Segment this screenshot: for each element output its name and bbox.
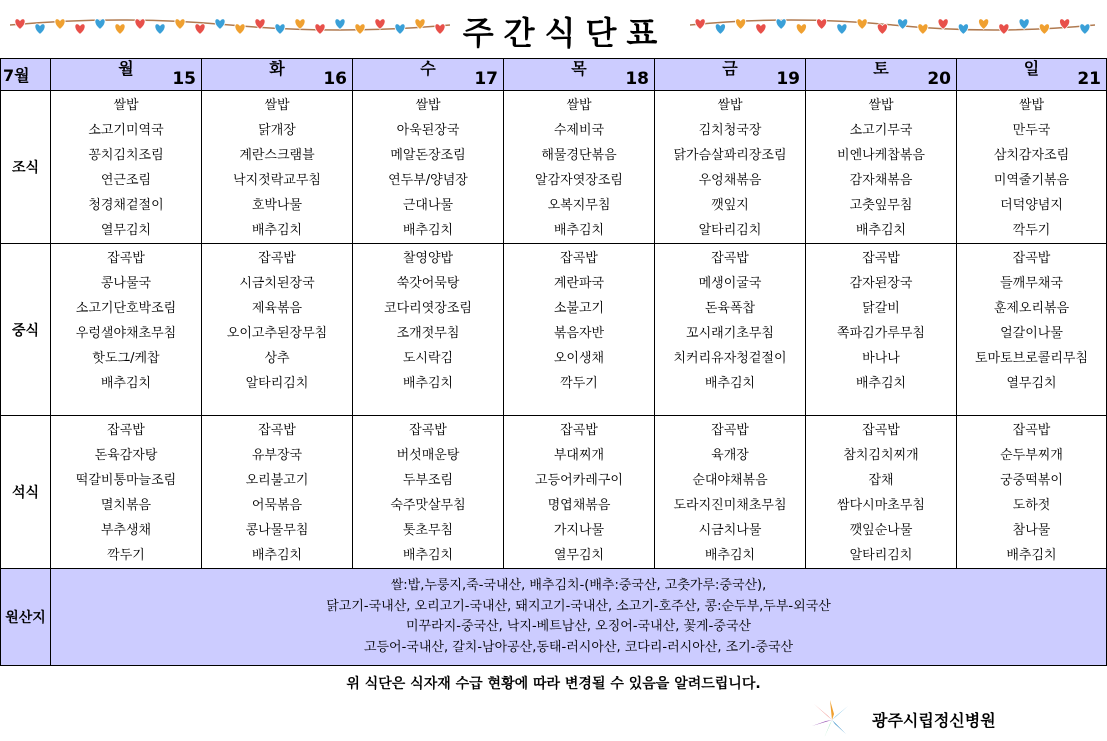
menu-cell bbox=[202, 416, 353, 569]
day-date: 20 bbox=[927, 69, 951, 89]
heart-icon bbox=[715, 24, 725, 35]
heart-icon bbox=[135, 19, 145, 30]
menu-list bbox=[806, 244, 956, 396]
heart-icon bbox=[958, 24, 968, 35]
menu-item: 쌀밥 bbox=[868, 98, 894, 113]
menu-item: 찰영양밥 bbox=[402, 251, 454, 266]
menu-item: 오이생채 bbox=[553, 351, 605, 366]
day-name: 토 bbox=[873, 59, 889, 78]
heart-icon bbox=[978, 19, 988, 30]
menu-cell bbox=[51, 91, 202, 244]
menu-item: 근대나물 bbox=[402, 198, 454, 213]
day-header bbox=[806, 59, 957, 91]
menu-item: 육개장 bbox=[711, 448, 749, 463]
heart-icon bbox=[897, 19, 907, 30]
menu-item: 계란스크램블 bbox=[239, 148, 315, 163]
menu-item: 코다리엿장조림 bbox=[384, 301, 472, 316]
menu-item: 깻잎순나물 bbox=[849, 523, 913, 538]
menu-item: 잡곡밥 bbox=[862, 251, 900, 266]
day-date: 17 bbox=[474, 69, 498, 89]
menu-item: 수제비국 bbox=[553, 123, 605, 138]
pinwheel-logo-icon bbox=[810, 700, 850, 738]
menu-cell bbox=[353, 244, 504, 416]
menu-list bbox=[202, 416, 352, 568]
menu-cell bbox=[957, 244, 1107, 416]
menu-item: 알타리김치 bbox=[849, 548, 913, 563]
day-name: 화 bbox=[269, 59, 285, 78]
heart-icon bbox=[938, 19, 948, 30]
menu-cell bbox=[353, 416, 504, 569]
menu-item: 궁중떡볶이 bbox=[1000, 473, 1063, 488]
day-name: 일 bbox=[1023, 59, 1040, 78]
menu-item: 얼갈이나물 bbox=[1000, 326, 1063, 341]
menu-item: 잡곡밥 bbox=[560, 423, 598, 438]
heart-garland-left bbox=[10, 10, 450, 40]
menu-item: 버섯매운탕 bbox=[396, 448, 460, 463]
meal-label: 조식 bbox=[1, 91, 51, 244]
menu-list bbox=[655, 416, 805, 568]
day-name: 월 bbox=[118, 59, 134, 78]
month-cell: 7월 bbox=[1, 59, 51, 91]
meal-row-breakfast bbox=[1, 91, 1107, 244]
menu-item: 바나나 bbox=[862, 351, 900, 366]
menu-item: 잡곡밥 bbox=[1012, 251, 1051, 266]
day-name: 금 bbox=[722, 59, 738, 78]
menu-item: 배추김치 bbox=[402, 548, 454, 563]
menu-item: 제육볶음 bbox=[251, 301, 303, 316]
heart-icon bbox=[395, 24, 405, 35]
menu-list bbox=[504, 91, 654, 243]
menu-item: 상추 bbox=[264, 351, 290, 366]
menu-item: 잡곡밥 bbox=[1012, 423, 1051, 438]
menu-item: 소고기미역국 bbox=[88, 123, 164, 138]
menu-item: 참나물 bbox=[1012, 523, 1051, 538]
origin-line: 미꾸라지-중국산, 낙지-베트남산, 오징어-국내산, 꽃게-중국산 bbox=[406, 619, 751, 634]
notice-text: 위 식단은 식자재 수급 현황에 따라 변경될 수 있음을 알려드립니다. bbox=[346, 676, 761, 692]
menu-cell bbox=[202, 244, 353, 416]
meal-label: 석식 bbox=[1, 416, 51, 569]
origin-line: 쌀:밥,누룽지,죽-국내산, 배추김치-(배추:중국산, 고춧가루:중국산), bbox=[390, 578, 767, 593]
menu-item: 연근조림 bbox=[100, 173, 152, 188]
menu-list bbox=[504, 244, 654, 396]
menu-cell bbox=[51, 416, 202, 569]
origin-line: 고등어-국내산, 갈치-남아공산,동태-러시아산, 코다리-러시아산, 조기-중국산 bbox=[363, 639, 794, 655]
menu-item: 깻잎지 bbox=[711, 198, 749, 213]
menu-list bbox=[353, 91, 503, 243]
menu-item: 잡곡밥 bbox=[862, 423, 900, 438]
menu-item: 해물경단볶음 bbox=[541, 148, 617, 163]
heart-icon bbox=[837, 24, 847, 35]
menu-item: 김치청국장 bbox=[698, 123, 762, 138]
heart-icon bbox=[375, 19, 385, 30]
menu-list bbox=[957, 91, 1106, 243]
menu-item: 청경채겉절이 bbox=[88, 198, 164, 213]
menu-item: 미역줄기볶음 bbox=[993, 173, 1070, 188]
menu-cell bbox=[504, 416, 655, 569]
day-date: 19 bbox=[776, 69, 800, 89]
menu-item: 오리불고기 bbox=[245, 473, 309, 488]
heart-icon bbox=[75, 24, 85, 35]
heart-icon bbox=[235, 24, 245, 35]
origin-line: 닭고기-국내산, 오리고기-국내산, 돼지고기-국내산, 소고기-호주산, 콩:순두부,두부-외국산 bbox=[326, 598, 831, 614]
page-title: 주간식단표 bbox=[462, 14, 668, 52]
menu-list bbox=[806, 91, 956, 243]
menu-item: 닭갈비 bbox=[862, 301, 900, 316]
menu-cell bbox=[504, 244, 655, 416]
menu-item: 닭개장 bbox=[258, 123, 296, 138]
menu-item: 순두부찌개 bbox=[1000, 448, 1063, 463]
heart-icon bbox=[857, 19, 867, 30]
garland-ribbon bbox=[690, 20, 1095, 30]
menu-item: 호박나물 bbox=[251, 198, 303, 213]
menu-table bbox=[0, 58, 1107, 666]
heart-icon bbox=[55, 19, 65, 30]
menu-item: 시금치된장국 bbox=[239, 276, 315, 291]
day-date: 21 bbox=[1077, 69, 1101, 89]
heart-icon bbox=[155, 24, 165, 35]
meal-row-dinner bbox=[1, 416, 1107, 569]
menu-cell bbox=[806, 244, 957, 416]
menu-item: 콩나물무침 bbox=[245, 523, 309, 538]
menu-item: 꽁치김치조림 bbox=[88, 148, 164, 163]
heart-icon bbox=[175, 19, 185, 30]
heart-icon bbox=[816, 19, 826, 30]
menu-item: 치커리유자청겉절이 bbox=[673, 351, 787, 366]
origin-label: 원산지 bbox=[1, 569, 51, 666]
heart-icon bbox=[1019, 19, 1029, 30]
heart-icon bbox=[215, 19, 225, 30]
menu-item: 도라지진미채초무침 bbox=[673, 498, 787, 513]
menu-item: 배추김치 bbox=[251, 548, 303, 563]
heart-icon bbox=[796, 24, 806, 35]
menu-item: 깍두기 bbox=[1012, 223, 1051, 238]
day-header bbox=[353, 59, 504, 91]
menu-item: 열무김치 bbox=[1006, 376, 1057, 391]
day-header bbox=[51, 59, 202, 91]
menu-item: 배추김치 bbox=[704, 376, 756, 391]
menu-cell bbox=[806, 91, 957, 244]
menu-item: 잡곡밥 bbox=[409, 423, 447, 438]
menu-list bbox=[957, 416, 1106, 568]
menu-item: 들깨무채국 bbox=[1000, 276, 1063, 291]
menu-item: 볶음자반 bbox=[553, 326, 605, 341]
heart-icon bbox=[315, 24, 325, 35]
origin-cell bbox=[51, 569, 1107, 666]
origin-row bbox=[1, 569, 1107, 666]
menu-item: 오복지무침 bbox=[547, 198, 611, 213]
menu-item: 감자채볶음 bbox=[849, 173, 913, 188]
menu-item: 배추김치 bbox=[251, 223, 303, 238]
heart-garland-right bbox=[690, 10, 1095, 40]
menu-cell bbox=[353, 91, 504, 244]
menu-item: 쌀밥 bbox=[415, 98, 441, 113]
menu-list bbox=[51, 91, 201, 243]
menu-item: 소고기무국 bbox=[849, 123, 913, 138]
heart-icon bbox=[735, 19, 745, 30]
menu-item: 배추김치 bbox=[704, 548, 756, 563]
menu-list bbox=[51, 416, 201, 568]
menu-item: 배추김치 bbox=[1006, 548, 1057, 563]
menu-item: 쌀밥 bbox=[1018, 98, 1045, 113]
menu-item: 잡곡밥 bbox=[711, 251, 749, 266]
menu-item: 쌀밥 bbox=[264, 98, 290, 113]
menu-item: 쪽파김가루무침 bbox=[837, 326, 925, 341]
menu-item: 잡곡밥 bbox=[107, 423, 145, 438]
day-header bbox=[655, 59, 806, 91]
menu-item: 명엽채볶음 bbox=[547, 498, 611, 513]
menu-item: 삼치감자조림 bbox=[993, 148, 1070, 163]
menu-item: 숙주맛살무침 bbox=[390, 498, 466, 513]
menu-item: 배추김치 bbox=[100, 376, 152, 391]
menu-item: 우엉채볶음 bbox=[698, 173, 762, 188]
menu-item: 참치김치찌개 bbox=[843, 448, 919, 463]
heart-icon bbox=[275, 24, 285, 35]
menu-cell bbox=[202, 91, 353, 244]
menu-item: 배추김치 bbox=[855, 376, 907, 391]
menu-item: 쌀밥 bbox=[113, 98, 139, 113]
menu-item: 훈제오리볶음 bbox=[993, 301, 1070, 316]
menu-item: 잡채 bbox=[868, 473, 894, 488]
menu-item: 핫도그/케찹 bbox=[92, 351, 160, 366]
menu-item: 오이고추된장무침 bbox=[226, 326, 328, 341]
menu-item: 유부장국 bbox=[251, 448, 303, 463]
menu-item: 부추생채 bbox=[100, 523, 152, 538]
menu-list bbox=[806, 416, 956, 568]
menu-list bbox=[202, 91, 352, 243]
hospital-name: 광주시립정신병원 bbox=[872, 711, 996, 730]
menu-item: 알감자엿장조림 bbox=[535, 173, 623, 188]
meal-label: 중식 bbox=[1, 244, 51, 416]
day-header bbox=[504, 59, 655, 91]
menu-item: 계란파국 bbox=[553, 276, 605, 291]
heart-icon bbox=[1039, 24, 1049, 35]
day-name: 수 bbox=[420, 59, 436, 78]
menu-item: 고춧잎무침 bbox=[849, 198, 913, 213]
menu-list bbox=[655, 91, 805, 243]
menu-cell bbox=[957, 416, 1107, 569]
heart-icon bbox=[999, 24, 1009, 35]
menu-item: 잡곡밥 bbox=[560, 251, 598, 266]
menu-item: 배추김치 bbox=[855, 223, 907, 238]
menu-item: 감자된장국 bbox=[849, 276, 913, 291]
menu-item: 배추김치 bbox=[402, 376, 454, 391]
menu-item: 멸치볶음 bbox=[100, 498, 152, 513]
menu-item: 쌀밥 bbox=[566, 98, 592, 113]
menu-list bbox=[655, 244, 805, 396]
menu-item: 잡곡밥 bbox=[258, 423, 296, 438]
menu-item: 잡곡밥 bbox=[107, 251, 145, 266]
heart-icon bbox=[115, 24, 125, 35]
menu-item: 두부조림 bbox=[402, 473, 454, 488]
menu-item: 조개젓무침 bbox=[396, 326, 460, 341]
menu-cell bbox=[957, 91, 1107, 244]
menu-item: 닭가슴살꽈리장조림 bbox=[673, 148, 787, 163]
heart-icon bbox=[435, 24, 445, 35]
menu-item: 소불고기 bbox=[553, 301, 605, 316]
menu-item: 배추김치 bbox=[402, 223, 454, 238]
menu-cell bbox=[655, 91, 806, 244]
menu-item: 잡곡밥 bbox=[711, 423, 749, 438]
menu-item: 깍두기 bbox=[560, 376, 598, 391]
heart-icon bbox=[295, 19, 305, 30]
menu-item: 만두국 bbox=[1012, 123, 1051, 138]
heart-icon bbox=[877, 24, 887, 35]
menu-cell bbox=[655, 416, 806, 569]
menu-item: 어묵볶음 bbox=[251, 498, 303, 513]
menu-item: 소고기단호박조림 bbox=[75, 301, 177, 316]
menu-item: 도하젓 bbox=[1012, 498, 1051, 513]
menu-cell bbox=[51, 244, 202, 416]
day-date: 15 bbox=[172, 69, 196, 89]
day-header bbox=[202, 59, 353, 91]
day-date: 18 bbox=[625, 69, 649, 89]
heart-icon bbox=[335, 19, 345, 30]
heart-icon bbox=[95, 19, 105, 30]
menu-item: 우렁샐야채초무침 bbox=[75, 326, 177, 341]
day-date: 16 bbox=[323, 69, 347, 89]
header-row bbox=[1, 59, 1107, 91]
menu-list bbox=[957, 244, 1106, 396]
menu-item: 열무김치 bbox=[553, 548, 605, 563]
heart-icon bbox=[1080, 24, 1090, 35]
menu-item: 연두부/양념장 bbox=[388, 173, 468, 188]
menu-item: 시금치나물 bbox=[698, 523, 762, 538]
menu-item: 메생이굴국 bbox=[698, 276, 762, 291]
menu-item: 열무김치 bbox=[100, 223, 152, 238]
menu-item: 돈육감자탕 bbox=[94, 448, 158, 463]
menu-item: 알타리김치 bbox=[245, 376, 309, 391]
menu-item: 쌀밥 bbox=[717, 98, 743, 113]
heart-icon bbox=[355, 24, 365, 35]
heart-icon bbox=[918, 24, 928, 35]
menu-item: 아욱된장국 bbox=[396, 123, 460, 138]
day-name: 목 bbox=[571, 59, 587, 78]
menu-item: 쌈다시마초무침 bbox=[837, 498, 925, 513]
menu-list bbox=[51, 244, 201, 396]
menu-list bbox=[353, 416, 503, 568]
menu-list bbox=[504, 416, 654, 568]
menu-item: 잡곡밥 bbox=[258, 251, 296, 266]
menu-item: 깍두기 bbox=[107, 548, 145, 563]
menu-item: 톳초무침 bbox=[402, 523, 454, 538]
menu-item: 도시락김 bbox=[402, 351, 454, 366]
menu-item: 고등어카레구이 bbox=[535, 473, 623, 488]
menu-item: 메알돈장조림 bbox=[390, 148, 466, 163]
menu-item: 알타리김치 bbox=[698, 223, 762, 238]
menu-item: 콩나물국 bbox=[100, 276, 152, 291]
heart-icon bbox=[776, 19, 786, 30]
heart-icon bbox=[195, 24, 205, 35]
menu-item: 더덕양념지 bbox=[1000, 198, 1063, 213]
menu-item: 가지나물 bbox=[553, 523, 605, 538]
menu-item: 배추김치 bbox=[553, 223, 605, 238]
menu-list bbox=[353, 244, 503, 396]
menu-item: 비엔나케찹볶음 bbox=[837, 148, 925, 163]
menu-item: 낙지젓락교무침 bbox=[233, 173, 321, 188]
heart-icon bbox=[15, 19, 25, 30]
heart-icon bbox=[35, 24, 45, 35]
menu-cell bbox=[655, 244, 806, 416]
day-header bbox=[957, 59, 1107, 91]
menu-item: 토마토브로콜리무침 bbox=[974, 351, 1089, 366]
menu-item: 떡갈비통마늘조림 bbox=[75, 473, 177, 488]
menu-list bbox=[202, 244, 352, 396]
heart-icon bbox=[756, 24, 766, 35]
meal-row-lunch bbox=[1, 244, 1107, 416]
menu-item: 꼬시래기초무침 bbox=[686, 326, 774, 341]
menu-item: 돈육폭찹 bbox=[704, 301, 756, 316]
menu-cell bbox=[504, 91, 655, 244]
menu-item: 부대찌개 bbox=[553, 448, 605, 463]
menu-item: 순대야채볶음 bbox=[692, 473, 768, 488]
menu-cell bbox=[806, 416, 957, 569]
menu-item: 쑥갓어묵탕 bbox=[396, 276, 460, 291]
heart-icon bbox=[695, 19, 705, 30]
